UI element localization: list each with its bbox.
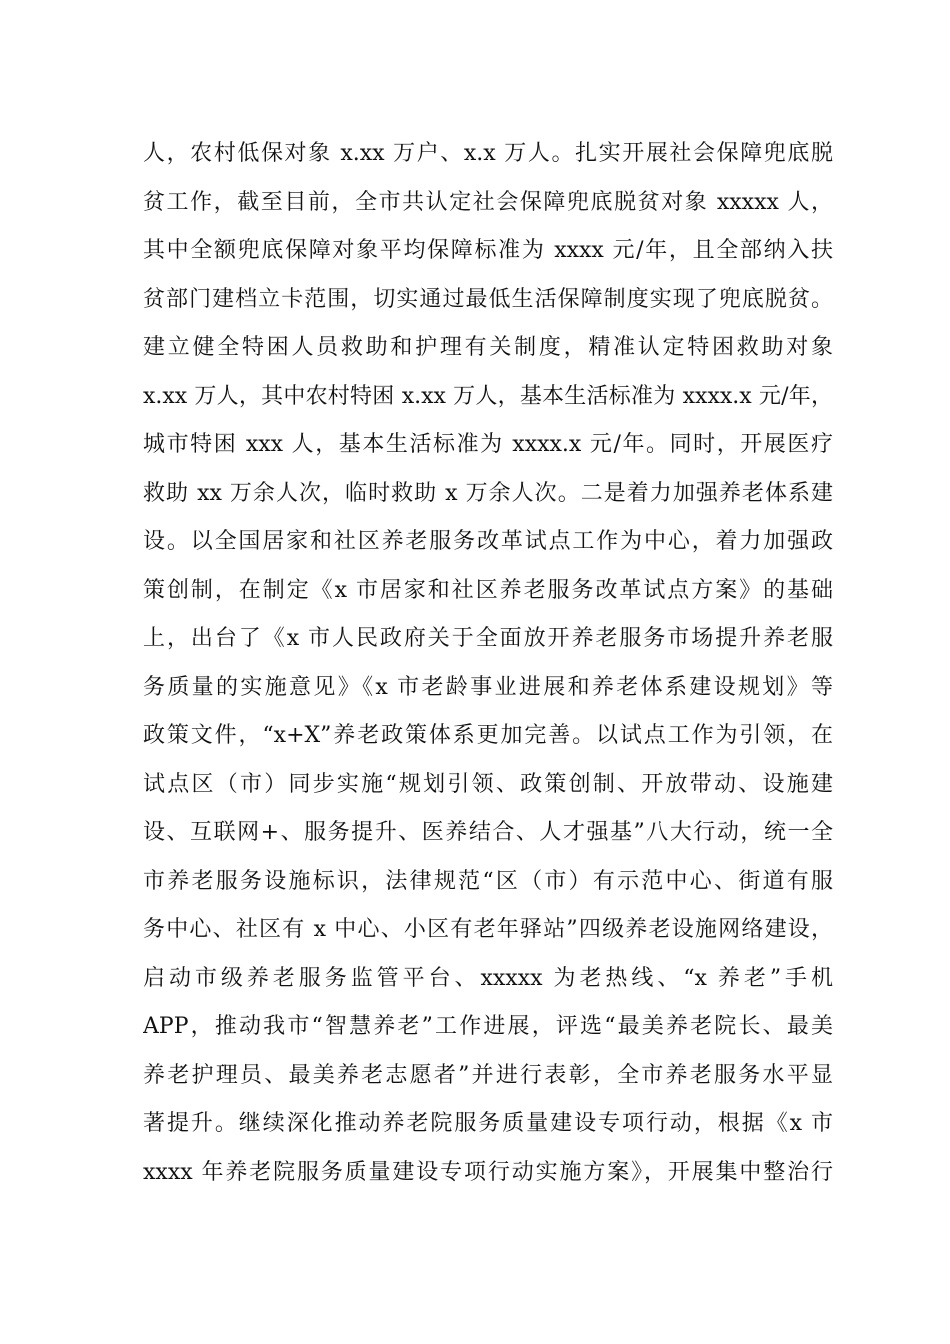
- text-line: 务质量的实施意见》《x 市老龄事业进展和养老体系建设规划》等: [143, 674, 833, 700]
- body-text: [143, 130, 833, 1197]
- text-line: 人，农村低保对象 x.xx 万户、x.x 万人。扎实开展社会保障兜底脱: [143, 141, 833, 166]
- text-line: 养老护理员、最美养老志愿者”并进行表彰，全市养老服务水平显: [143, 1062, 833, 1088]
- text-line: 救助 xx 万余人次，临时救助 x 万余人次。二是着力加强养老体系建: [143, 480, 833, 506]
- text-line: xxxx 年养老院服务质量建设专项行动实施方案》，开展集中整治行: [143, 1159, 833, 1185]
- text-line: 上，出台了《x 市人民政府关于全面放开养老服务市场提升养老服: [143, 626, 833, 651]
- text-line: 贫部门建档立卡范围，切实通过最低生活保障制度实现了兜底脱贫。: [143, 286, 833, 312]
- text-line: 贫工作，截至目前，全市共认定社会保障兜底脱贫对象 xxxxx 人，: [143, 189, 833, 215]
- text-line: 建立健全特困人员救助和护理有关制度，精准认定特困救助对象: [143, 335, 833, 360]
- text-line: 其中全额兜底保障对象平均保障标准为 xxxx 元/年，且全部纳入扶: [143, 238, 833, 263]
- text-line: APP，推动我市“智慧养老”工作进展，评选“最美养老院长、最美: [143, 1014, 833, 1039]
- text-line: 设。以全国居家和社区养老服务改革试点工作为中心，着力加强政: [143, 529, 833, 554]
- text-line: 市养老服务设施标识，法律规范“区（市）有示范中心、街道有服: [143, 868, 833, 894]
- text-line: 政策文件，“x+X”养老政策体系更加完善。以试点工作为引领，在: [143, 723, 833, 748]
- text-line: 务中心、社区有 x 中心、小区有老年驿站”四级养老设施网络建设，: [143, 917, 833, 942]
- text-line: 城市特困 xxx 人，基本生活标准为 xxxx.x 元/年。同时，开展医疗: [143, 432, 833, 457]
- text-line: x.xx 万人，其中农村特困 x.xx 万人，基本生活标准为 xxxx.x 元/年，: [143, 383, 833, 409]
- text-line: 设、互联网+、服务提升、医养结合、人才强基”八大行动，统一全: [143, 820, 833, 845]
- text-line: 试点区（市）同步实施“规划引领、政策创制、开放带动、设施建: [143, 771, 833, 797]
- text-line: 启动市级养老服务监管平台、xxxxx 为老热线、“x 养老”手机: [143, 965, 833, 991]
- text-line: 著提升。继续深化推动养老院服务质量建设专项行动，根据《x 市: [143, 1111, 833, 1136]
- text-line: 策创制，在制定《x 市居家和社区养老服务改革试点方案》的基础: [143, 577, 833, 603]
